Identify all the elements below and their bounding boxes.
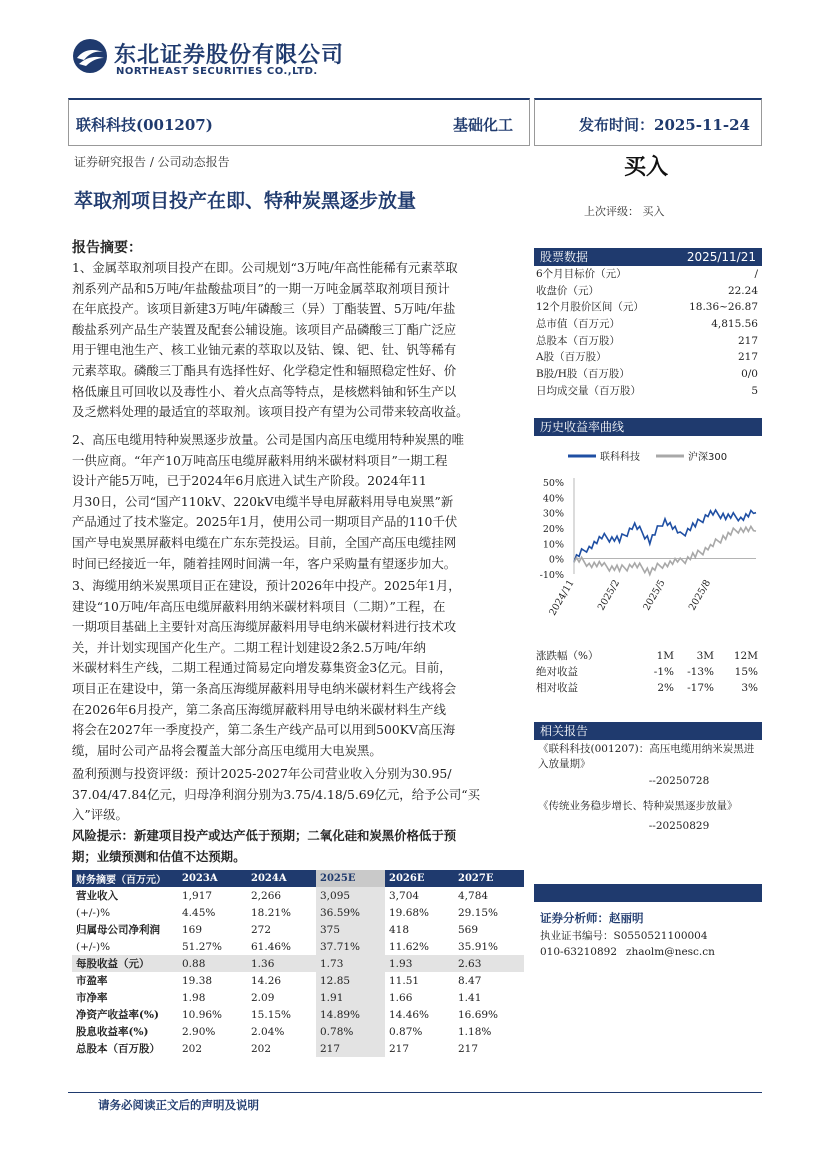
table-cell: 18.21% bbox=[251, 906, 292, 919]
paragraph-2 bbox=[72, 430, 524, 574]
performance-chart bbox=[534, 440, 762, 630]
table-row bbox=[72, 1006, 524, 1023]
market-data-value: / bbox=[754, 268, 758, 280]
table-cell: 569 bbox=[458, 923, 479, 936]
table-cell: 19.38 bbox=[182, 974, 213, 987]
table-cell: 2,266 bbox=[251, 889, 282, 902]
table-row bbox=[72, 887, 524, 904]
paragraph-3 bbox=[72, 576, 524, 761]
returns-cell: -1% bbox=[653, 666, 674, 678]
line: 月30日，公司“国产110kV、220kV电缆半导电屏蔽料用导电炭黑”新 bbox=[72, 493, 454, 509]
table-cell: 14.26 bbox=[251, 974, 282, 987]
line: 设计产能5万吨，已于2024年6月底进入试生产阶段。2024年11 bbox=[72, 473, 427, 489]
table-cell: 1.18% bbox=[458, 1025, 492, 1038]
market-data-row bbox=[536, 333, 758, 350]
line: 格低廉且可回收以及毒性小、着火点高等特点，是核燃料铀和钚生产以 bbox=[72, 383, 457, 399]
x-tick-label: 2024/11 bbox=[547, 578, 577, 618]
table-header-cell: 2023A bbox=[178, 870, 247, 887]
paragraph-forecast bbox=[72, 764, 524, 826]
table-cell: 4,784 bbox=[458, 889, 489, 902]
market-data-value: 18.36~26.87 bbox=[689, 301, 758, 314]
table-cell: 2.04% bbox=[251, 1025, 285, 1038]
line: 缆，届时公司产品将会覆盖大部分高压电缆用大电炭黑。 bbox=[72, 742, 382, 758]
table-row-label: 总股本（百万股） bbox=[76, 1043, 160, 1055]
line: 剂系列产品和5万吨/年盐酸盐项目”的一期一万吨金属萃取剂项目预计 bbox=[72, 280, 450, 296]
market-data-label: 6个月目标价（元） bbox=[536, 268, 627, 280]
company-logo-icon bbox=[72, 38, 108, 74]
line: 建设“10万吨/年高压电缆屏蔽料用纳米碳材料项目（二期）”工程，在 bbox=[72, 598, 446, 614]
table-row-label: 市净率 bbox=[76, 992, 108, 1004]
table-row-label: 净资产收益率(%) bbox=[76, 1009, 159, 1021]
table-row-label: (+/-)% bbox=[76, 940, 111, 953]
market-data-label: 收盘价（元） bbox=[536, 284, 599, 297]
line: 2、高压电缆用特种炭黑逐步放量。公司是国内高压电缆用特种炭黑的唯 bbox=[72, 432, 464, 447]
market-data-label: 总市值（百万元） bbox=[536, 318, 620, 331]
table-cell: 202 bbox=[251, 1042, 272, 1055]
market-data-value: 4,815.56 bbox=[711, 318, 758, 331]
footer-disclaimer: 请务必阅读正文后的声明及说明 bbox=[98, 1098, 259, 1112]
analyst-divider-bar bbox=[534, 884, 762, 902]
y-tick-label: -10% bbox=[539, 570, 564, 581]
line: 将会在2027年一季度投产，第二条生产线产品可以用到500KV高压海 bbox=[72, 722, 456, 738]
table-row bbox=[72, 921, 524, 938]
table-header-cell: 2025E bbox=[316, 870, 385, 887]
market-data-row bbox=[536, 383, 758, 400]
returns-header-cell: 12M bbox=[733, 650, 758, 662]
table-cell: 2.90% bbox=[182, 1025, 216, 1038]
table-header-cell: 财务摘要（百万元） bbox=[72, 870, 178, 887]
returns-cell: 2% bbox=[657, 682, 674, 694]
market-data-label: 总股本（百万股） bbox=[536, 334, 620, 347]
table-header-cell: 2027E bbox=[454, 870, 524, 887]
table-cell: 15.15% bbox=[251, 1008, 292, 1021]
table-cell: 202 bbox=[182, 1042, 203, 1055]
table-row bbox=[72, 904, 524, 921]
table-cell: 35.91% bbox=[458, 940, 499, 953]
table-cell: 1.73 bbox=[320, 957, 344, 970]
line: 项目正在建设中，第一条高压海缆屏蔽料用导电纳米碳材料生产线将会 bbox=[72, 680, 457, 696]
table-cell: 169 bbox=[182, 923, 203, 936]
breadcrumb: 证券研究报告 / 公司动态报告 bbox=[74, 155, 230, 169]
table-cell: 8.47 bbox=[458, 974, 482, 987]
returns-row bbox=[536, 680, 758, 696]
table-cell: 0.87% bbox=[389, 1025, 423, 1038]
table-header-cell: 2024A bbox=[247, 870, 316, 887]
y-tick-label: 10% bbox=[542, 539, 564, 551]
returns-label: 相对收益 bbox=[536, 682, 578, 694]
analyst-cert: 执业证书编号：S0550521100004 bbox=[540, 930, 708, 942]
y-tick-label: 40% bbox=[542, 493, 564, 505]
returns-header-row bbox=[536, 648, 758, 664]
line: 酸盐系列产品生产装置及配套公辅设施。该项目产品磷酸三丁酯广泛应 bbox=[72, 321, 457, 337]
table-cell: 37.71% bbox=[316, 938, 385, 955]
related-report-date: --20250829 bbox=[648, 820, 710, 832]
performance-header: 历史收益率曲线 bbox=[534, 418, 762, 436]
series-line bbox=[574, 526, 756, 574]
series-line bbox=[574, 510, 756, 562]
line: 风险提示：新建项目投产或达产低于预期；二氧化硅和炭黑价格低于预 bbox=[72, 828, 457, 843]
market-data-value: 217 bbox=[737, 334, 758, 347]
table-cell: 36.59% bbox=[316, 904, 385, 921]
table-cell: 217 bbox=[316, 1040, 385, 1057]
line: 及乏燃料处理的最适宜的萃取剂。该项目投产有望为公司带来较高收益。 bbox=[72, 404, 469, 420]
line: 一期项目基础上主要针对高压海缆屏蔽料用导电纳米碳材料进行技术攻 bbox=[72, 619, 457, 635]
line: 产品通过了技术鉴定。2025年1月，使用公司一期项目产品的110千伏 bbox=[72, 514, 458, 530]
y-tick-label: 30% bbox=[542, 508, 564, 520]
table-cell: 217 bbox=[458, 1042, 479, 1055]
related-report-link[interactable]: 《联科科技(001207)：高压电缆用纳米炭黑进入放量期》 bbox=[538, 743, 755, 770]
line: 米碳材料生产线，二期工程通过简易定向增发募集资金3亿元。目前， bbox=[72, 660, 452, 676]
x-tick-label: 2025/8 bbox=[686, 578, 714, 613]
returns-cell: -17% bbox=[687, 682, 714, 694]
returns-label: 绝对收益 bbox=[536, 666, 578, 678]
x-tick-label: 2025/2 bbox=[595, 578, 623, 613]
market-data-row bbox=[536, 299, 758, 316]
market-data-value: 217 bbox=[737, 351, 758, 364]
y-tick-label: 20% bbox=[542, 524, 564, 535]
table-cell: 14.89% bbox=[316, 1006, 385, 1023]
market-data-label: B股/H股（百万股） bbox=[536, 368, 630, 381]
risk-warning bbox=[72, 826, 524, 867]
market-data-row bbox=[536, 316, 758, 333]
table-cell: 1.98 bbox=[182, 991, 206, 1004]
market-data-date: 2025/11/21 bbox=[686, 250, 756, 264]
table-cell: 272 bbox=[251, 923, 272, 936]
table-row bbox=[72, 989, 524, 1006]
table-row bbox=[72, 972, 524, 989]
y-tick-label: 50% bbox=[542, 478, 564, 489]
related-reports-header: 相关报告 bbox=[534, 722, 762, 740]
table-cell: 29.15% bbox=[458, 906, 499, 919]
table-cell: 375 bbox=[316, 921, 385, 938]
line: 盈利预测与投资评级：预计2025-2027年公司营业收入分别为30.95/ bbox=[72, 766, 452, 781]
market-data-label: 日均成交量（百万股） bbox=[536, 384, 641, 397]
report-title: 萃取剂项目投产在即、特种炭黑逐步放量 bbox=[74, 190, 417, 212]
table-row-label: 归属母公司净利润 bbox=[76, 924, 160, 936]
table-cell: 2.63 bbox=[458, 957, 482, 970]
legend-label: 沪深300 bbox=[688, 452, 728, 463]
table-cell: 0.88 bbox=[182, 957, 206, 970]
table-cell: 51.27% bbox=[182, 940, 223, 953]
line: 在2026年6月投产，第二条高压海缆屏蔽料用导电纳米碳材料生产线 bbox=[72, 701, 446, 717]
table-cell: 217 bbox=[389, 1042, 410, 1055]
company-name-cn: 东北证券股份有限公司 bbox=[114, 43, 345, 68]
table-cell: 1.91 bbox=[316, 989, 385, 1006]
table-cell: 4.45% bbox=[182, 906, 216, 919]
table-cell: 2.09 bbox=[251, 991, 275, 1004]
market-data-row bbox=[536, 266, 758, 283]
analyst-phone: 010-63210892 bbox=[540, 946, 618, 958]
summary-heading: 报告摘要： bbox=[72, 240, 142, 256]
header-left-box bbox=[68, 98, 530, 146]
returns-header-cell: 涨跌幅（%） bbox=[536, 650, 599, 662]
table-row-label: 市盈率 bbox=[76, 975, 108, 987]
table-cell: 1.93 bbox=[389, 957, 413, 970]
footer-divider bbox=[68, 1092, 762, 1093]
market-data-value: 22.24 bbox=[727, 284, 758, 297]
returns-cell: 3% bbox=[741, 682, 758, 694]
market-data-row bbox=[536, 366, 758, 383]
table-cell: 3,704 bbox=[389, 889, 420, 902]
company-name-en: NORTHEAST SECURITIES CO.,LTD. bbox=[116, 66, 318, 77]
x-tick-label: 2025/5 bbox=[641, 578, 668, 613]
line: 用于锂电池生产、核工业铀元素的萃取以及钴、镍、钯、钍、钒等稀有 bbox=[72, 342, 457, 358]
market-data-label: 12个月股价区间（元） bbox=[536, 301, 644, 314]
table-header-cell: 2026E bbox=[385, 870, 454, 887]
returns-header-cell: 1M bbox=[656, 650, 674, 662]
table-cell: 14.46% bbox=[389, 1008, 430, 1021]
line: 在年底投产。该项目新建3万吨/年磷酸三（异）丁酯装置、5万吨/年盐 bbox=[72, 301, 456, 317]
market-data-row bbox=[536, 283, 758, 300]
returns-cell: -13% bbox=[687, 666, 714, 678]
line: 国产导电炭黑屏蔽料电缆在广东东莞投运。目前，全国产高压电缆挂网 bbox=[72, 534, 457, 550]
returns-table bbox=[536, 648, 758, 696]
table-cell: 11.51 bbox=[389, 974, 420, 987]
returns-cell: 15% bbox=[734, 666, 758, 678]
publish-date: 发布时间：2025-11-24 bbox=[579, 116, 750, 134]
analyst-email[interactable]: zhaolm@nesc.cn bbox=[626, 946, 715, 958]
market-data-value: 5 bbox=[751, 384, 758, 397]
returns-header-cell: 3M bbox=[696, 650, 714, 662]
table-cell: 10.96% bbox=[182, 1008, 223, 1021]
market-data-title: 股票数据 bbox=[540, 250, 589, 264]
table-cell: 1.36 bbox=[251, 957, 275, 970]
related-report-date: --20250728 bbox=[648, 775, 710, 787]
table-cell: 1.41 bbox=[458, 991, 482, 1004]
market-data-list bbox=[536, 266, 758, 400]
market-data-value: 0/0 bbox=[741, 368, 758, 381]
line: 一供应商。“年产10万吨高压电缆屏蔽料用纳米碳材料项目”一期工程 bbox=[72, 452, 448, 468]
line: 37.04/47.84亿元，归母净利润分别为3.75/4.18/5.69亿元，给予公司“买 bbox=[72, 786, 480, 802]
related-report-link[interactable]: 《传统业务稳步增长、特种炭黑逐步放量》 bbox=[538, 800, 738, 812]
legend-label: 联科科技 bbox=[600, 452, 640, 463]
industry-label: 基础化工 bbox=[453, 116, 514, 134]
market-data-row bbox=[536, 349, 758, 366]
related-reports-list bbox=[538, 742, 760, 834]
y-tick-label: 0% bbox=[548, 554, 564, 566]
returns-row bbox=[536, 664, 758, 680]
stock-name-code: 联科科技(001207) bbox=[76, 116, 213, 134]
line: 关，并计划实现国产化生产。二期工程计划建设2条2.5万吨/年纳 bbox=[72, 639, 426, 655]
table-row bbox=[72, 938, 524, 955]
line: 1、金属萃取剂项目投产在即。公司规划“3万吨/年高性能稀有元素萃取 bbox=[72, 260, 458, 275]
financial-summary-table bbox=[72, 870, 524, 1057]
table-row bbox=[72, 1023, 524, 1040]
rating-badge: 买入 bbox=[624, 155, 669, 180]
table-cell: 418 bbox=[389, 923, 410, 936]
table-cell: 1.66 bbox=[389, 991, 413, 1004]
table-row-label: 每股收益（元） bbox=[76, 958, 150, 970]
table-cell: 12.85 bbox=[316, 972, 385, 989]
table-row-label: (+/-)% bbox=[76, 906, 111, 919]
line: 元素萃取。磷酸三丁酯具有选择性好、化学稳定性和辐照稳定性好、价 bbox=[72, 362, 457, 378]
market-data-label: A股（百万股） bbox=[536, 351, 607, 364]
line: 期；业绩预测和估值不达预期。 bbox=[72, 848, 246, 864]
table-row bbox=[72, 955, 524, 972]
line: 3、海缆用纳米炭黑项目正在建设，预计2026年中投产。2025年1月， bbox=[72, 578, 461, 593]
header-right-box bbox=[534, 98, 762, 146]
table-cell: 1,917 bbox=[182, 889, 213, 902]
line: 入”评级。 bbox=[72, 807, 128, 823]
analyst-name: 证券分析师：赵丽明 bbox=[540, 911, 644, 925]
table-cell: 19.68% bbox=[389, 906, 430, 919]
table-row-label: 股息收益率(%) bbox=[76, 1026, 149, 1038]
table-cell: 0.78% bbox=[316, 1023, 385, 1040]
table-row bbox=[72, 1040, 524, 1057]
table-row-label: 营业收入 bbox=[76, 890, 118, 902]
line: 时间已经接近一年，随着挂网时间满一年，客户采购量有望逐步加大。 bbox=[72, 555, 457, 571]
paragraph-1 bbox=[72, 258, 524, 423]
table-header-row bbox=[72, 870, 524, 887]
table-cell: 3,095 bbox=[316, 887, 385, 904]
market-data-header bbox=[534, 248, 762, 266]
table-cell: 61.46% bbox=[251, 940, 292, 953]
table-cell: 16.69% bbox=[458, 1008, 499, 1021]
previous-rating: 上次评级： 买入 bbox=[584, 205, 665, 218]
table-cell: 11.62% bbox=[389, 940, 430, 953]
